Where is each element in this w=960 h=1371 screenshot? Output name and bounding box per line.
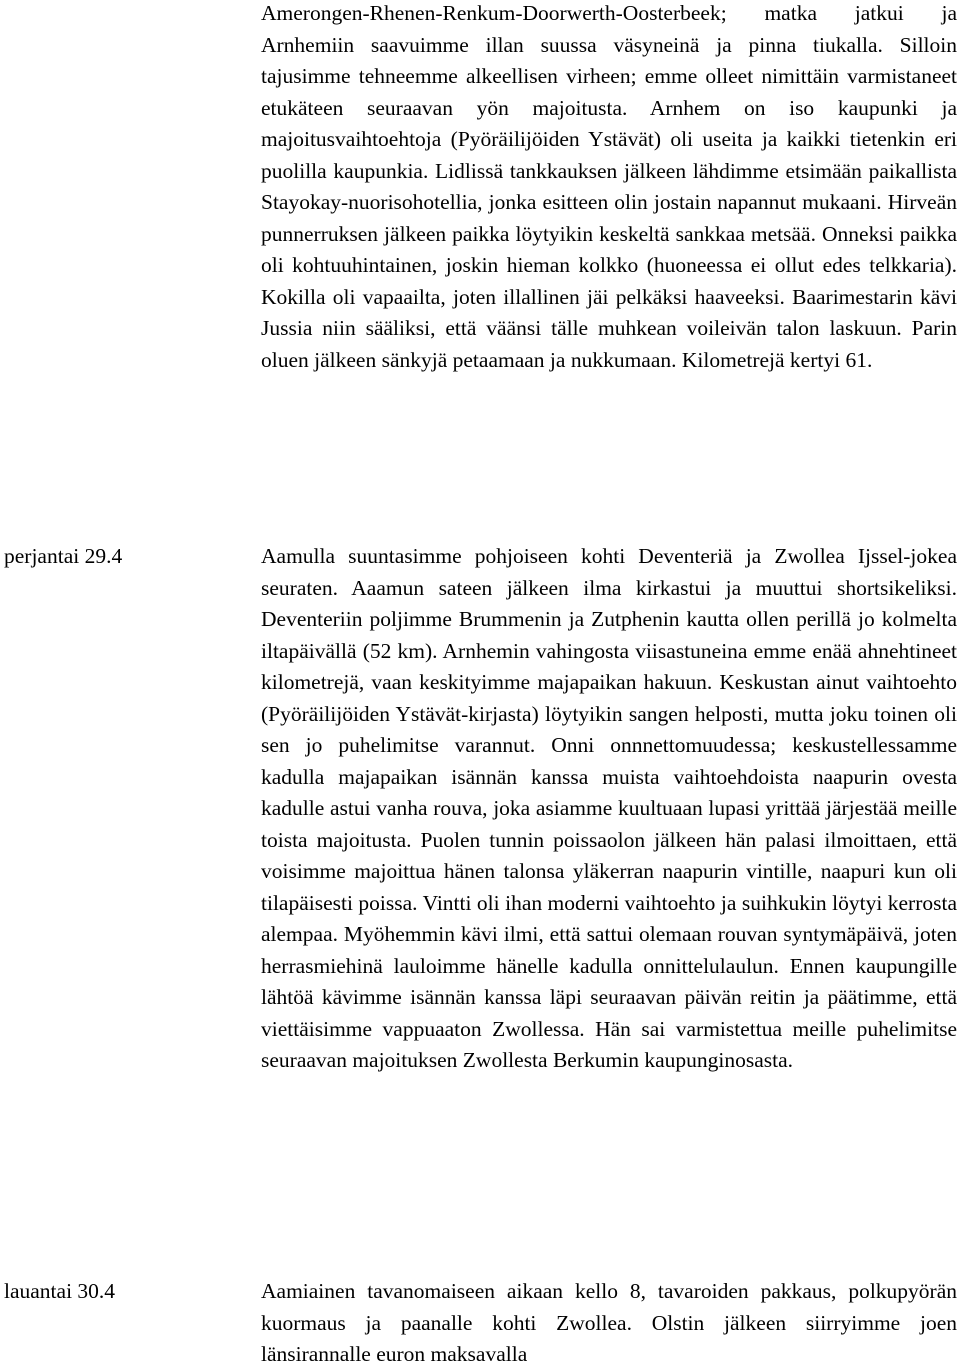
entry-date: perjantai 29.4 [4, 544, 123, 568]
entry-date: lauantai 30.4 [4, 1279, 116, 1303]
entry-text: Aamiainen tavanomaiseen aikaan kello 8, tavaroiden pakkaus, polkupyörän kuormaus ja paanalle kohti Zwollea. Olstin jälkeen siirryimme joen länsirannalle euron maksavalla [261, 1279, 957, 1366]
entry-text: Amerongen-Rhenen-Renkum-Doorwerth-Oosterbeek; matka jatkui ja Arnhemiin saavuimme illan suussa väsyneinä ja pinna tiukalla. Silloin tajusimme tehneemme alkeellisen virheen; emme olleet nimittäin varmistaneet etukäteen seuraavan yön majoitusta. Arnhem on iso kaupunki ja majoitusvaihtoehtoja (Pyöräilijöiden Ystävät) oli useita ja kaikki tietenkin eri puolilla kaupunkia. Lidlissä tankkauksen jälkeen lähdimme etsimään paikallista Stayokay-nuorisohotellia, jonka esitteen olin jostain napannut mukaani. Hirveän punnerruksen jälkeen paikka löytyikin keskeltä sankkaa metsää. Onneksi paikka oli kohtuuhintainen, joskin hieman kolkko (huoneessa ei ollut edes telkkaria). Kokilla oli vapaailta, joten illallinen jäi pelkäksi haaveeksi. Baarimestarin kävi Jussia niin sääliksi, että väänsi tälle muhkean voileivän talon laskuun. Parin oluen jälkeen sänkyjä petaamaan ja nukkumaan. Kilometrejä kertyi 61. [261, 1, 957, 372]
entry-text: Aamulla suuntasimme pohjoiseen kohti Deventeriä ja Zwollea Ijssel-jokea seuraten. Aaamun sateen jälkeen ilma kirkastui ja muuttui shortsikeliksi. Deventeriin poljimme Brummenin ja Zutphenin kautta ollen perillä jo kolmelta iltapäivällä (52 km). Arnhemin vahingosta viisastuneina emme enää ahnehtineet kilometrejä, vaan keskityimme majapaikan hakuun. Keskustan ainut vaihtoehto (Pyöräilijöiden Ystävät-kirjasta) löytyikin sangen helposti, mutta joku toinen oli sen jo puhelimitse varannut. Onni onnnettomuudessa; keskustellessamme kadulla majapaikan isännän kanssa muista vaihtoehdoista naapurin ovesta kadulle astui vanha rouva, joka asiamme kuultuaan lupasi yrittää järjestää meille toista majoitusta. Puolen tunnin poissaolon jälkeen hän palasi ilmoittaen, että voisimme majoittua hänen talonsa yläkerran naapurin vintille, naapuri kun oli tilapäisesti poissa. Vintti oli ihan moderni vaihtoehto ja suihkukin löytyi kerrosta alempaa. Myöhemmin kävi ilmi, että sattui olemaan rouvan syntymäpäivä, joten herrasmiehinä lauloimme hänelle kadulla onnittelulaulun. Ennen kaupungille lähtöä kävimme isännän kanssa läpi seuraavan päivän reitin ja päätimme, että viettäisimme vappuaaton Zwollessa. Hän sai varmistettua meille puhelimitse seuraavan majoituksen Zwollesta Berkumin kaupunginosasta. [261, 544, 957, 1072]
